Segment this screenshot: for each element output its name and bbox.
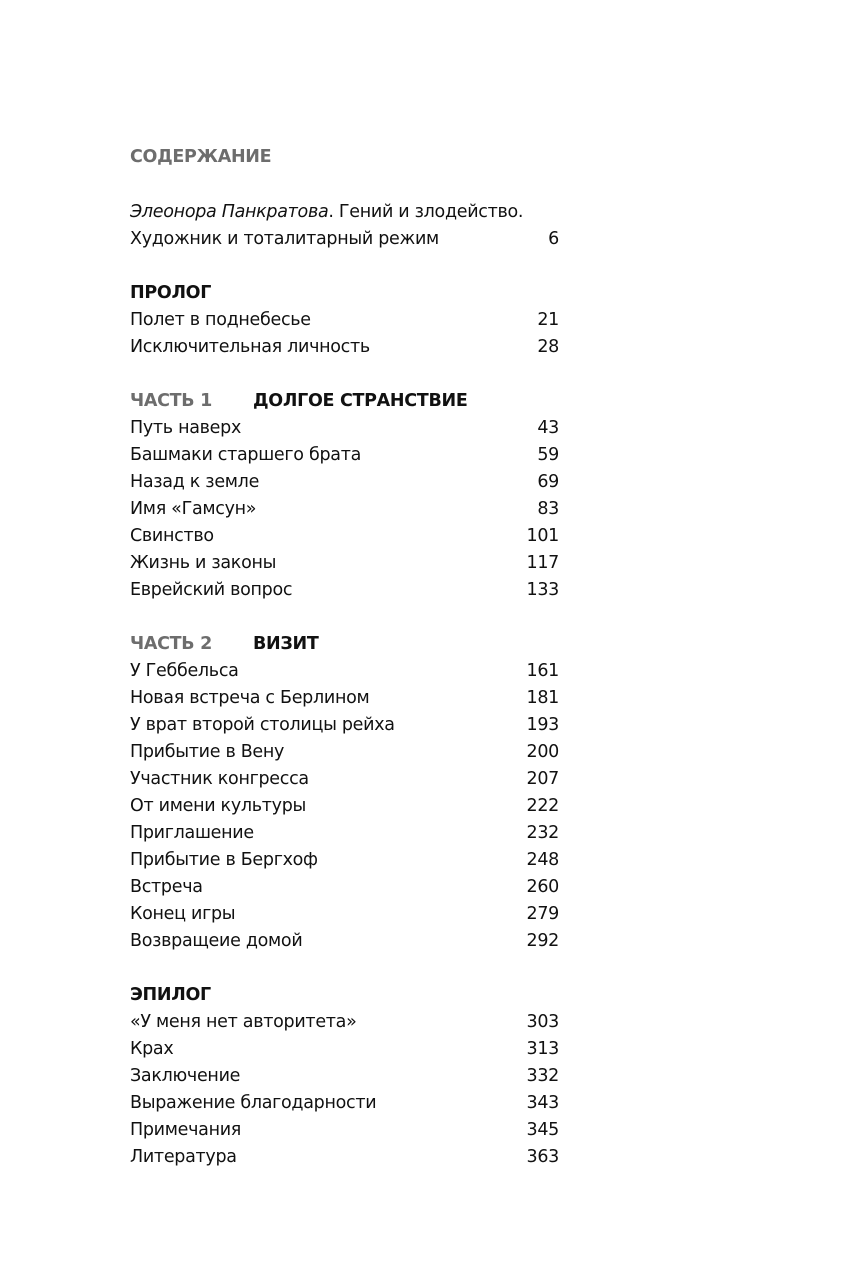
toc-entry[interactable]: [130, 1144, 559, 1171]
entry-page: 313: [526, 1039, 559, 1059]
toc-entry[interactable]: [130, 550, 559, 577]
toc-entry[interactable]: [130, 334, 559, 361]
sections: [130, 280, 559, 1171]
entry-page: 43: [537, 418, 559, 438]
entry-title: Прибытие в Бергхоф: [130, 850, 318, 870]
entry-title: Имя «Гамсун»: [130, 499, 257, 519]
entry-page: 133: [526, 580, 559, 600]
section-title: ЭПИЛОГ: [130, 985, 211, 1005]
entry-page: 345: [526, 1120, 559, 1140]
entry-page: 363: [526, 1147, 559, 1167]
entry-title: У врат второй столицы рейха: [130, 715, 395, 735]
toc-entry[interactable]: [130, 1063, 559, 1090]
toc-section: [130, 631, 559, 955]
table-of-contents: [130, 143, 559, 1198]
entry-title: Литература: [130, 1147, 237, 1167]
entry-title: Участник конгресса: [130, 769, 309, 789]
entry-page: 83: [537, 499, 559, 519]
toc-entry[interactable]: [130, 523, 559, 550]
entry-title: Заключение: [130, 1066, 241, 1086]
toc-section: [130, 280, 559, 361]
toc-entry[interactable]: [130, 496, 559, 523]
entry-page: 117: [526, 553, 559, 573]
toc-entry[interactable]: [130, 307, 559, 334]
entry-page: 343: [526, 1093, 559, 1113]
intro-title-part1: . Гений и злодейство.: [328, 202, 524, 222]
entry-page: 332: [526, 1066, 559, 1086]
section-heading: [130, 388, 559, 415]
entry-title: Жизнь и законы: [130, 553, 277, 573]
toc-entry[interactable]: [130, 820, 559, 847]
toc-entry[interactable]: [130, 1036, 559, 1063]
entry-page: 21: [537, 310, 559, 330]
toc-entry[interactable]: [130, 577, 559, 604]
section-title: ВИЗИТ: [253, 634, 319, 654]
entry-title: Прибытие в Вену: [130, 742, 285, 762]
section-heading: [130, 982, 559, 1009]
intro-line-1: [130, 199, 559, 226]
intro-author: Элеонора Панкратова: [130, 202, 329, 222]
entry-title: Еврейский вопрос: [130, 580, 293, 600]
entry-page: 69: [537, 472, 559, 492]
intro-entry: [130, 199, 559, 253]
entry-title: Выражение благодарности: [130, 1093, 377, 1113]
entry-page: 59: [537, 445, 559, 465]
entry-title: «У меня нет авторитета»: [130, 1012, 357, 1032]
toc-entry[interactable]: [130, 928, 559, 955]
entry-page: 28: [537, 337, 559, 357]
toc-entry[interactable]: [130, 1009, 559, 1036]
toc-entry[interactable]: [130, 793, 559, 820]
toc-entry[interactable]: [130, 442, 559, 469]
entry-title: Возвращеие домой: [130, 931, 303, 951]
entry-page: 101: [526, 526, 559, 546]
entry-title: Конец игры: [130, 904, 236, 924]
entry-title: Полет в поднебесье: [130, 310, 311, 330]
entry-title: От имени культуры: [130, 796, 307, 816]
entry-page: 232: [526, 823, 559, 843]
entry-title: Исключительная личность: [130, 337, 370, 357]
intro-line-2: [130, 226, 559, 253]
toc-entry[interactable]: [130, 415, 559, 442]
section-title: ПРОЛОГ: [130, 283, 212, 303]
toc-entry[interactable]: [130, 712, 559, 739]
entry-title: Новая встреча с Берлином: [130, 688, 370, 708]
entry-page: 248: [526, 850, 559, 870]
intro-page: 6: [548, 229, 559, 249]
toc-section: [130, 982, 559, 1171]
entry-title: Крах: [130, 1039, 174, 1059]
entry-page: 222: [526, 796, 559, 816]
entry-page: 303: [526, 1012, 559, 1032]
toc-entry[interactable]: [130, 901, 559, 928]
toc-entry[interactable]: [130, 766, 559, 793]
entry-title: Путь наверх: [130, 418, 241, 438]
section-heading: [130, 631, 559, 658]
entry-title: Назад к земле: [130, 472, 260, 492]
entry-page: 207: [526, 769, 559, 789]
toc-entry[interactable]: [130, 1117, 559, 1144]
entry-page: 292: [526, 931, 559, 951]
entry-page: 161: [526, 661, 559, 681]
toc-entry[interactable]: [130, 874, 559, 901]
toc-section: [130, 388, 559, 604]
section-title: ДОЛГОЕ СТРАНСТВИЕ: [253, 391, 468, 411]
section-heading: [130, 280, 559, 307]
toc-entry[interactable]: [130, 685, 559, 712]
toc-entry[interactable]: [130, 1090, 559, 1117]
entry-title: Примечания: [130, 1120, 242, 1140]
part-label: ЧАСТЬ 1: [130, 391, 212, 411]
entry-page: 181: [526, 688, 559, 708]
entry-title: Башмаки старшего брата: [130, 445, 362, 465]
entry-page: 200: [526, 742, 559, 762]
page-title: СОДЕРЖАНИЕ: [130, 147, 272, 167]
toc-entry[interactable]: [130, 658, 559, 685]
entry-title: Свинство: [130, 526, 214, 546]
entry-title: У Геббельса: [130, 661, 239, 681]
part-label: ЧАСТЬ 2: [130, 634, 212, 654]
entry-page: 279: [526, 904, 559, 924]
toc-entry[interactable]: [130, 469, 559, 496]
toc-entry[interactable]: [130, 847, 559, 874]
entry-title: Приглашение: [130, 823, 254, 843]
toc-entry[interactable]: [130, 739, 559, 766]
entry-page: 260: [526, 877, 559, 897]
entry-page: 193: [526, 715, 559, 735]
intro-title-part2: Художник и тоталитарный режим: [130, 229, 439, 249]
entry-title: Встреча: [130, 877, 203, 897]
